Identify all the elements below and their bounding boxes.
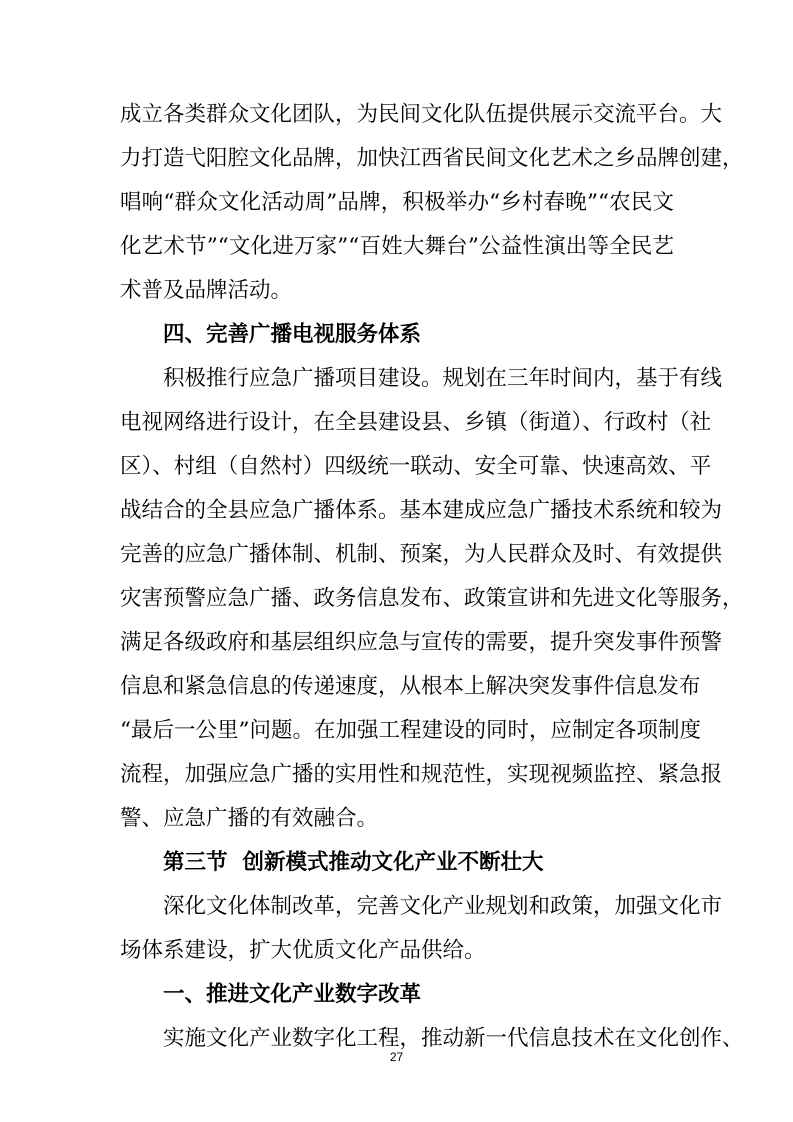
paragraph-line: 深化文化体制改革，完善文化产业规划和政策，加强文化市 — [163, 894, 723, 919]
paragraph-line: 警、应急广播的有效融合。 — [120, 806, 379, 831]
paragraph-line: 力打造弋阳腔文化品牌，加快江西省民间文化艺术之乡品牌创建， — [120, 146, 744, 171]
paragraph-line: 场体系建设，扩大优质文化产品供给。 — [120, 938, 486, 963]
paragraph-line: 信息和紧急信息的传递速度，从根本上解决突发事件信息发布 — [120, 674, 701, 699]
paragraph-line: 唱响“群众文化活动周”品牌，积极举办“乡村春晚”“农民文 — [120, 190, 674, 215]
chapter-section-heading: 第三节 创新模式推动文化产业不断壮大 — [163, 850, 544, 875]
paragraph-line: 满足各级政府和基层组织应急与宣传的需要，提升突发事件预警 — [120, 630, 723, 655]
paragraph-line: 术普及品牌活动。 — [120, 278, 293, 303]
page-number: 27 — [389, 1050, 404, 1064]
paragraph-line: 灾害预警应急广播、政务信息发布、政策宣讲和先进文化等服务， — [120, 586, 744, 611]
paragraph-line: 电视网络进行设计，在全县建设县、乡镇（街道）、行政村（社 — [120, 410, 712, 435]
paragraph-line: “最后一公里”问题。在加强工程建设的同时，应制定各项制度 — [120, 718, 701, 743]
paragraph-line: 化艺术节”“文化进万家”“百姓大舞台”公益性演出等全民艺 — [120, 234, 674, 259]
paragraph-line: 完善的应急广播体制、机制、预案，为人民群众及时、有效提供 — [120, 542, 723, 567]
section-heading: 一、推进文化产业数字改革 — [163, 982, 422, 1007]
paragraph-line: 流程，加强应急广播的实用性和规范性，实现视频监控、紧急报 — [120, 762, 723, 787]
paragraph-line: 区）、村组（自然村）四级统一联动、安全可靠、快速高效、平 — [120, 454, 712, 479]
paragraph-line: 积极推行应急广播项目建设。规划在三年时间内，基于有线 — [163, 366, 723, 391]
paragraph-line: 成立各类群众文化团队，为民间文化队伍提供展示交流平台。大 — [120, 102, 723, 127]
paragraph-line: 战结合的全县应急广播体系。基本建成应急广播技术系统和较为 — [120, 498, 723, 523]
paragraph-line: 实施文化产业数字化工程，推动新一代信息技术在文化创作、 — [163, 1026, 744, 1051]
section-heading: 四、完善广播电视服务体系 — [163, 322, 422, 347]
